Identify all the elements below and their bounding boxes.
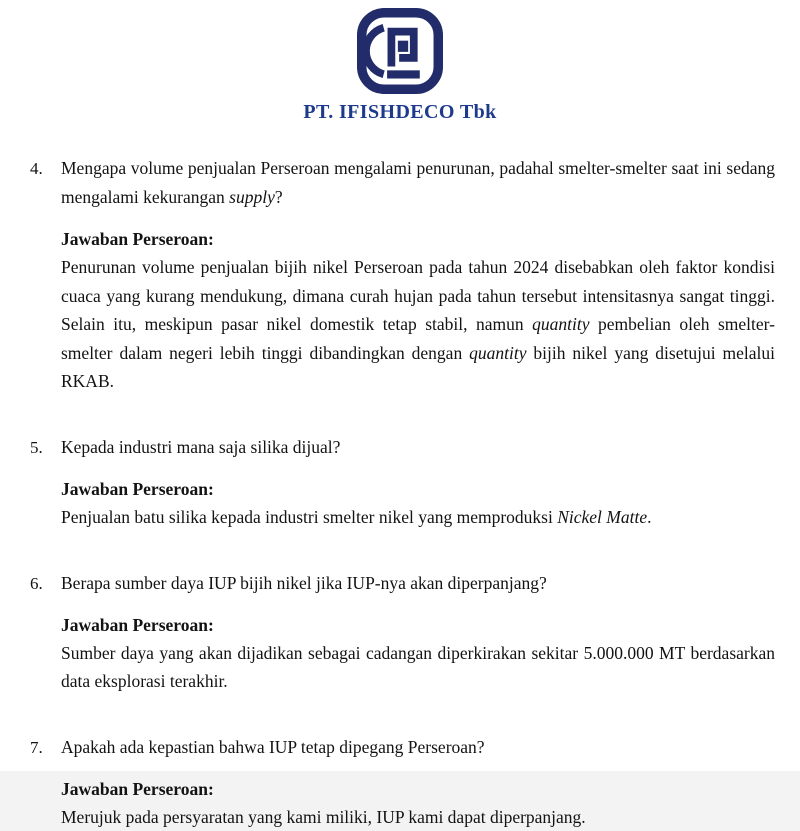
question-text: Kepada industri mana saja silika dijual?	[61, 436, 341, 457]
question-number: 7.	[30, 737, 43, 757]
ifishdeco-logo-icon	[357, 8, 443, 94]
question-number: 5.	[30, 437, 43, 457]
qa-item-7	[30, 733, 775, 831]
answer-text: Merujuk pada persyaratan yang kami miliki, IUP kami dapat diperpanjang.	[61, 806, 586, 827]
answer-block	[61, 611, 775, 696]
answer-text: Penurunan volume penjualan bijih nikel Perseroan pada tahun 2024 disebabkan oleh faktor kondisi cuaca yang kurang mendukung, dimana curah hujan pada tahun tersebut intensitasnya sangat tinggi. Selain itu, meskipun pasar nikel domestik tetap stabil, namun quantity pembelian oleh smelter-smelter dalam negeri lebih tinggi dibandingkan dengan quantity bijih nikel yang disetujui melalui RKAB.	[61, 257, 775, 392]
qa-list	[0, 154, 800, 831]
answer-label: Jawaban Perseroan:	[61, 229, 214, 249]
answer-block	[61, 475, 775, 532]
question-text: Apakah ada kepastian bahwa IUP tetap dipegang Perseroan?	[61, 736, 485, 757]
qa-item-6	[30, 569, 775, 696]
answer-label: Jawaban Perseroan:	[61, 778, 214, 799]
answer-block	[61, 775, 775, 831]
answer-text: Sumber daya yang akan dijadikan sebagai cadangan diperkirakan sekitar 5.000.000 MT berdasarkan data eksplorasi terakhir.	[61, 642, 775, 692]
company-header	[0, 0, 800, 124]
question-text: Berapa sumber daya IUP bijih nikel jika IUP-nya akan diperpanjang?	[61, 572, 547, 593]
question-text: Mengapa volume penjualan Perseroan mengalami penurunan, padahal smelter-smelter saat ini sedang mengalami kekurangan supply?	[61, 158, 775, 207]
answer-label: Jawaban Perseroan:	[61, 614, 214, 635]
qa-item-4	[30, 154, 775, 396]
answer-text: Penjualan batu silika kepada industri smelter nikel yang memproduksi Nickel Matte.	[61, 506, 652, 527]
company-name: PT. IFISHDECO Tbk	[303, 101, 497, 123]
question-number: 6.	[30, 573, 43, 593]
question-number: 4.	[30, 159, 43, 178]
answer-block	[61, 225, 775, 396]
qa-item-5	[30, 433, 775, 532]
answer-label: Jawaban Perseroan:	[61, 478, 214, 499]
